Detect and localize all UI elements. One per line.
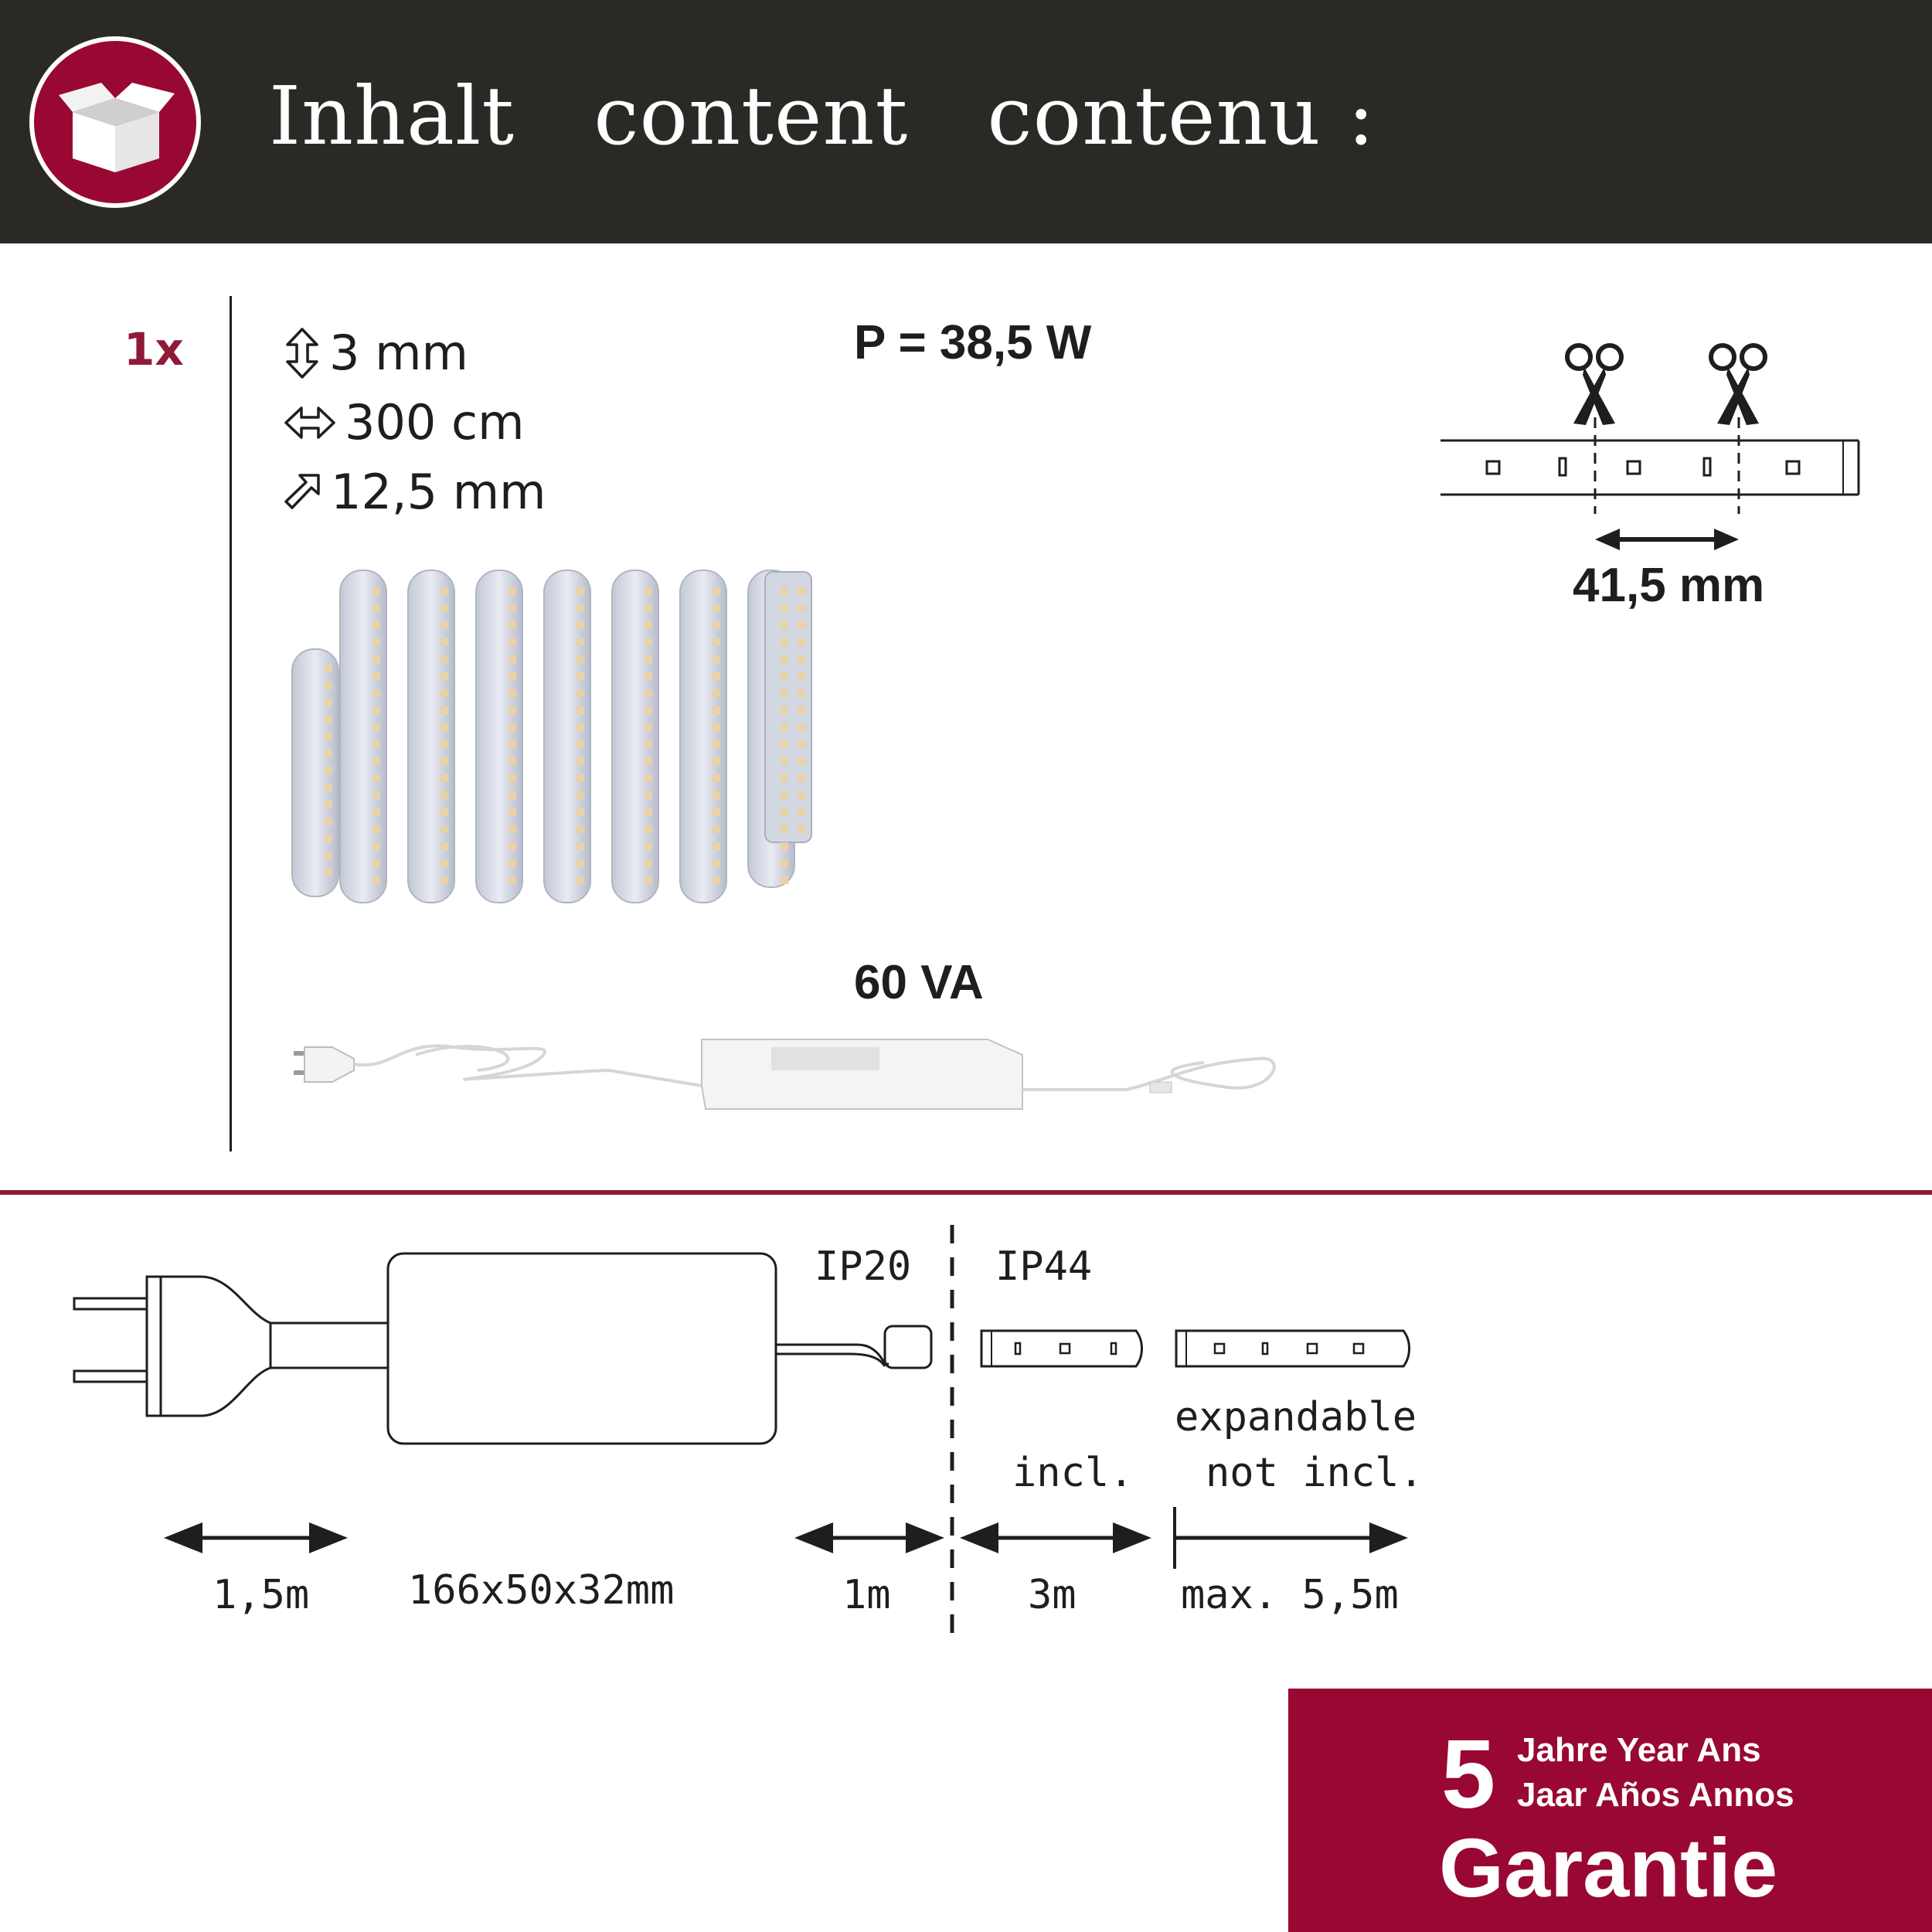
led-dot [372,876,380,884]
section-divider [0,1190,1932,1195]
led-dot [781,706,788,714]
led-dot [325,767,332,774]
psu-rating-label: 60 VA [854,956,984,1009]
led-dot [798,604,805,612]
led-dot [645,825,652,833]
led-dot [577,859,584,867]
warranty-badge [1288,1689,1932,1932]
warranty-line-1: Jahre Year Ans [1517,1731,1761,1769]
led-dot [325,733,332,740]
led-dot [645,859,652,867]
led-dot [577,672,584,680]
led-dot [372,638,380,646]
led-dot [713,655,720,663]
height-arrow-icon [284,328,320,379]
led-dot [798,638,805,646]
led-dot [325,750,332,757]
led-dot [798,706,805,714]
power-supply-image [284,1016,1281,1121]
scissors-icon [1711,345,1765,425]
led-dot [645,876,652,884]
led-dot [798,672,805,680]
led-dot [440,859,448,867]
led-dot [781,587,788,595]
led-dot [645,842,652,850]
led-dot [509,655,516,663]
led-dot [372,604,380,612]
led-dot [372,757,380,765]
led-dot [798,587,805,595]
led-dot [372,808,380,816]
led-dot [713,791,720,799]
led-dot [509,587,516,595]
led-dot [713,876,720,884]
spec-height-value: 3 mm [329,325,468,381]
led-dot [577,604,584,612]
led-dot [645,723,652,731]
quantity-label: 1x [124,323,184,376]
led-dot [372,621,380,629]
led-dot [372,723,380,731]
led-dot [509,672,516,680]
led-dot [372,655,380,663]
led-dot [440,842,448,850]
led-dot [781,740,788,748]
length-arrow-icon [284,405,335,440]
led-dot [440,808,448,816]
led-dot [509,808,516,816]
spec-length-value: 300 cm [345,394,525,451]
led-dot [781,774,788,782]
led-dot [713,689,720,697]
led-dot [509,842,516,850]
led-dot [713,859,720,867]
page-title: Inhalt content contenu : [269,69,1376,163]
led-dot [781,655,788,663]
led-dot [509,825,516,833]
led-dot [440,791,448,799]
led-dot [325,835,332,842]
led-dot [440,638,448,646]
spec-height [284,325,468,381]
strip-length-label: 3m [1028,1572,1077,1618]
led-dot [577,757,584,765]
led-dot [645,740,652,748]
led-dot [645,689,652,697]
led-dot [509,621,516,629]
led-dot [798,825,805,833]
led-dot [645,672,652,680]
spec-length [284,394,525,451]
led-dot [440,587,448,595]
led-dot [509,604,516,612]
led-dot [798,621,805,629]
led-dot [713,825,720,833]
led-dot [509,757,516,765]
led-dot [713,842,720,850]
led-dot [713,621,720,629]
led-dot [577,723,584,731]
led-dot [781,808,788,816]
led-dot [577,876,584,884]
led-dot [781,791,788,799]
led-dot [798,740,805,748]
led-dot [325,818,332,825]
led-dot [577,808,584,816]
cutting-detail-diagram [1437,340,1870,549]
led-dot [577,842,584,850]
led-dot [509,723,516,731]
led-dot [781,825,788,833]
led-dot [440,655,448,663]
max-length-label: max. 5,5m [1181,1572,1399,1618]
scissors-icon [1567,345,1621,425]
box-icon [28,35,202,209]
spec-width [281,464,546,520]
led-dot [440,604,448,612]
led-dot [440,706,448,714]
led-dot [798,689,805,697]
led-dot [440,876,448,884]
psu-dimensions-label: 166x50x32mm [408,1567,675,1614]
led-dot [577,621,584,629]
led-dot [577,706,584,714]
led-dot [645,808,652,816]
led-dot [372,740,380,748]
divider-vertical [230,296,232,1151]
led-dot [713,757,720,765]
led-dot [440,723,448,731]
led-dot [645,655,652,663]
led-dot [440,774,448,782]
header-bar [0,0,1932,243]
led-dot [713,808,720,816]
width-arrow-icon [281,472,321,512]
led-dot [781,672,788,680]
led-dot [372,825,380,833]
led-dot [645,587,652,595]
led-dot [325,852,332,859]
led-dot [577,791,584,799]
led-dot [645,604,652,612]
ip20-label: IP20 [815,1243,912,1290]
led-dot [577,655,584,663]
led-dot [577,638,584,646]
led-dot [440,689,448,697]
led-dot [325,869,332,876]
led-dot [372,774,380,782]
led-dot [781,842,788,850]
led-dot [798,655,805,663]
led-dot [645,774,652,782]
led-dot [713,604,720,612]
led-dot [713,672,720,680]
led-dot [372,587,380,595]
led-dot [781,859,788,867]
led-dot [781,757,788,765]
led-dot [509,740,516,748]
led-dot [372,859,380,867]
led-dot [509,689,516,697]
led-dot [372,672,380,680]
led-dot [798,774,805,782]
led-dot [509,638,516,646]
led-dot [509,859,516,867]
led-dot [713,706,720,714]
led-dot [781,604,788,612]
led-dot [645,757,652,765]
led-dot [509,876,516,884]
led-dot [577,689,584,697]
led-dot [798,791,805,799]
led-dot [798,757,805,765]
led-dot [645,621,652,629]
led-dot [372,842,380,850]
led-dot [798,723,805,731]
led-dot [781,723,788,731]
led-dot [372,706,380,714]
led-dot [440,621,448,629]
cable-length-label: 1,5m [213,1572,310,1618]
led-dot [440,757,448,765]
lead-length-label: 1m [842,1572,891,1618]
led-dot [713,638,720,646]
led-dot [325,682,332,689]
led-dot [509,706,516,714]
led-dot [325,784,332,791]
led-dot [713,740,720,748]
warranty-line-2: Jaar Años Annos [1517,1776,1794,1814]
plug-icon [74,1277,270,1416]
led-dot [713,587,720,595]
warranty-years: 5 [1441,1719,1496,1828]
strip-included-label: incl. [1012,1450,1134,1496]
power-label: P = 38,5 W [854,316,1092,369]
led-dot [645,706,652,714]
led-dot [577,587,584,595]
led-dot [325,716,332,723]
led-dot [440,740,448,748]
spec-width-value: 12,5 mm [331,464,546,520]
led-dot [577,825,584,833]
strip-expandable-label: expandable [1175,1394,1417,1440]
led-dot [372,791,380,799]
led-dot [781,621,788,629]
warranty-label: Garantie [1439,1821,1778,1914]
led-dot [440,672,448,680]
led-strip-coil-image [278,564,881,912]
led-dot [645,638,652,646]
led-dot [577,740,584,748]
led-dot [509,791,516,799]
cut-interval-label: 41,5 mm [1573,559,1765,612]
led-dot [713,774,720,782]
led-dot [325,801,332,808]
strip-not-included-label: not incl. [1206,1450,1423,1496]
led-dot [440,825,448,833]
led-dot [798,808,805,816]
led-dot [509,774,516,782]
led-dot [645,791,652,799]
led-dot [781,876,788,884]
led-dot [577,774,584,782]
led-dot [781,689,788,697]
led-dot [372,689,380,697]
led-dot [325,699,332,706]
led-dot [781,638,788,646]
led-dot [713,723,720,731]
led-dot [325,665,332,672]
ip44-label: IP44 [995,1243,1093,1290]
